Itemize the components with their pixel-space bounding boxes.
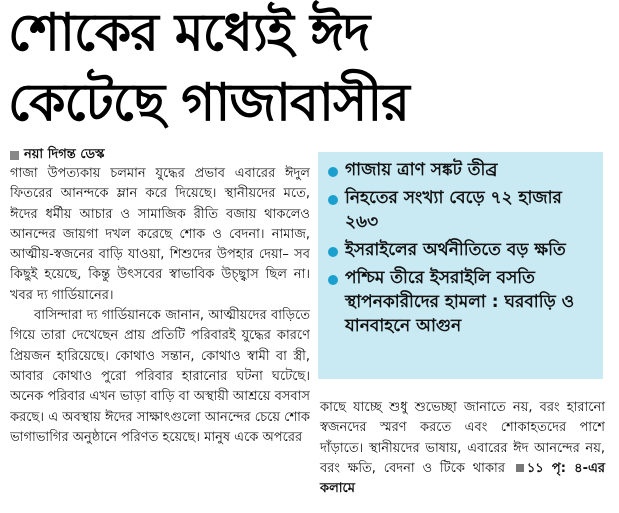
article-column-1: [10, 164, 310, 504]
article-paragraph-3: [320, 398, 605, 499]
article-paragraph-3-text: কাছে যাচ্ছে শুধু শুভেচ্ছা জানাতে নয়, বরং হারানো স্বজনদের স্মরণ করতে এবং শোকাহতদের পাশে দাঁড়াতে। স্থানীয়দের ভাষায়, এবারের ঈদ আনন্দের নয়, বরং ক্ষতি, বেদনা ও টিকে থাকার: [320, 400, 605, 476]
highlight-text: নিহতের সংখ্যা বেড়ে ৭২ হাজার ২৬৩: [345, 188, 562, 232]
highlight-item: [328, 266, 595, 338]
byline-square-icon: [10, 151, 19, 160]
highlight-text: পশ্চিম তীরে ইসরাইলি বসতি স্থাপনকারীদের হামলা : ঘরবাড়ি ও যানবাহনে আগুন: [345, 268, 575, 336]
highlight-text: ইসরাইলের অর্থনীতিতে বড় ক্ষতি: [345, 240, 566, 260]
bullet-dot-icon: [328, 167, 338, 177]
headline-line-2: কেটেছে গাজাবাসীর: [8, 73, 409, 133]
byline-text: নয়া দিগন্ত ডেস্ক: [24, 147, 105, 162]
highlight-item: [328, 238, 595, 262]
headline-line-1: শোকের মধ্যেই ঈদ: [8, 3, 370, 63]
highlight-item: [328, 186, 595, 234]
highlight-item: [328, 158, 595, 182]
highlights-box: [318, 152, 603, 379]
byline: [10, 145, 104, 166]
jump-square-icon: [516, 464, 524, 472]
highlight-text: গাজায় ত্রাণ সঙ্কট তীব্র: [345, 160, 498, 180]
bullet-dot-icon: [328, 275, 338, 285]
bullet-dot-icon: [328, 247, 338, 257]
article-column-2: [320, 398, 605, 499]
article-paragraph-2: বাসিন্দারা দ্য গার্ডিয়ানকে জানান, আত্মীয়দের বাড়িতে গিয়ে তারা দেখেছেন প্রায় প্রতিটি পরিবারই যুদ্ধের কারণে প্রিয়জন হারিয়েছে। কোথাও সন্তান, কোথাও স্বামী বা স্ত্রী, আবার কোথাও পুরো পরিবার হারানোর ঘটনা ঘটেছে। অনেক পরিবার এখন ভাড়া বাড়ি বা অস্থায়ী আশ্রয়ে বসবাস করছে। এ অবস্থায় ঈদের সাক্ষাৎগুলো আনন্দের চেয়ে শোক ভাগাভাগির অনুষ্ঠানে পরিণত হয়েছে। মানুষ একে অপরের: [10, 308, 310, 445]
continuation-jump: ১১ পৃ: ৪-এর কলামে: [320, 460, 606, 497]
article-paragraph-1: গাজা উপত্যকায় চলমান যুদ্ধের প্রভাব এবারের ঈদুল ফিতরের আনন্দকে ম্লান করে দিয়েছে। স্থানীয়দের মতে, ঈদের ধর্মীয় আচার ও সামাজিক রীতি বজায় থাকলেও আনন্দের জায়গা দখল করেছে শোক ও বেদনা। নামাজ, আত্মীয়-স্বজনের বাড়ি যাওয়া, শিশুদের উপহার দেয়া– সব কিছুই হয়েছে, কিন্তু উৎসবের স্বাভাবিক উচ্ছ্বাস ছিল না। খবর দ্য গার্ডিয়ানের।: [10, 166, 310, 303]
bullet-dot-icon: [328, 195, 338, 205]
